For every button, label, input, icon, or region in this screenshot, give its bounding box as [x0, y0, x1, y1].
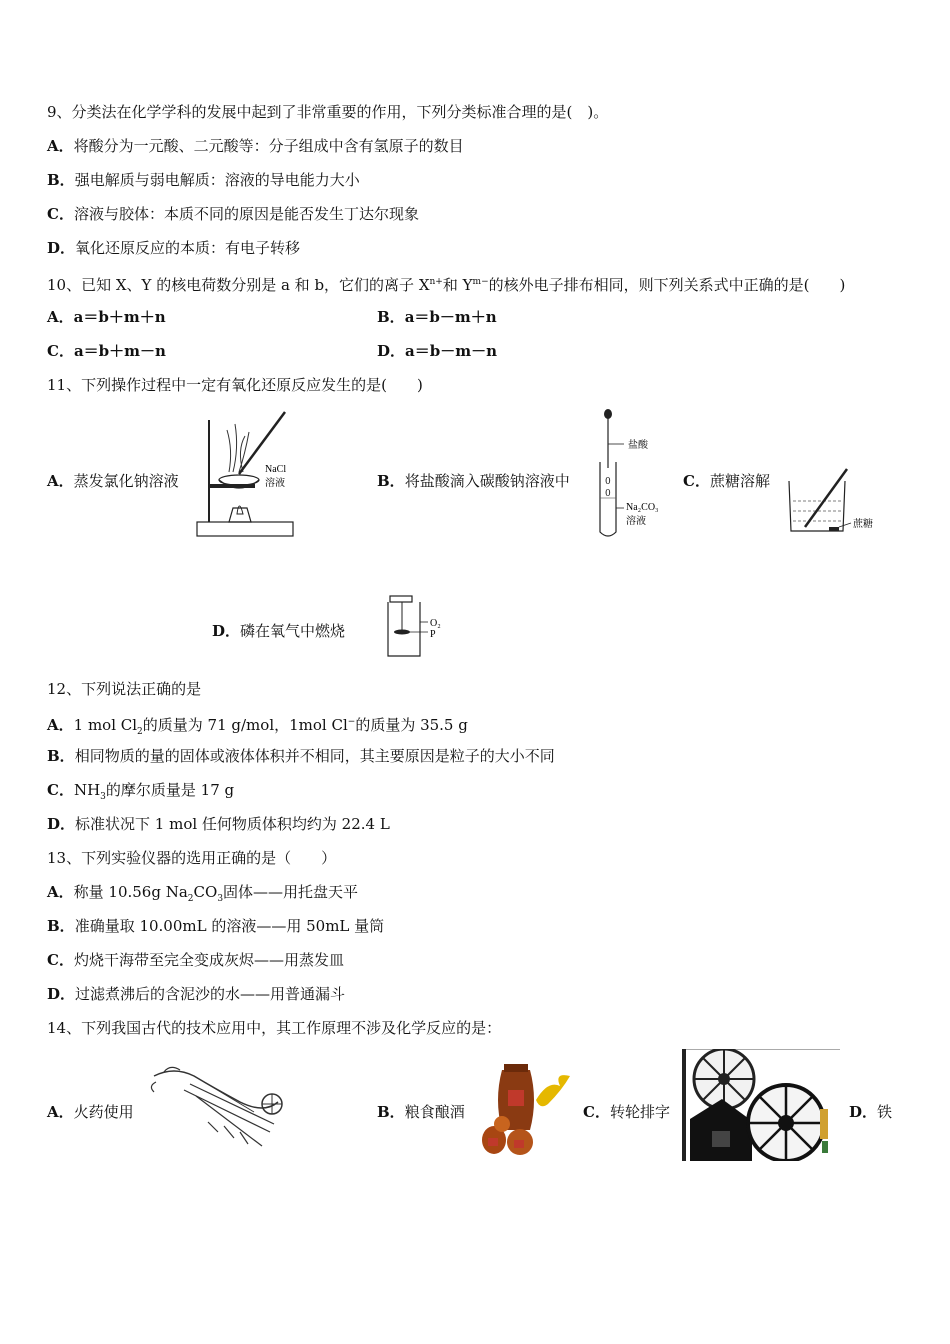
- svg-text:0: 0: [605, 489, 611, 499]
- q14-stem: 14、下列我国古代的技术应用中，其工作原理不涉及化学反应的是：: [47, 1019, 502, 1037]
- q10-charge: n+: [429, 277, 443, 287]
- rotary-type-wheel-figure: [682, 1049, 840, 1161]
- option-text: 铁: [877, 1103, 893, 1121]
- fig-label-o2: O₂: [430, 618, 441, 629]
- q9-stem: 9、分类法在化学学科的发展中起到了非常重要的作用，下列分类标准合理的是( )。: [47, 103, 609, 121]
- option-label: D．: [212, 622, 241, 640]
- q10-option-d: [377, 341, 497, 361]
- q11-option-d: [212, 621, 345, 641]
- q12-option-c: [47, 780, 234, 807]
- svg-text:0: 0: [605, 477, 611, 487]
- option-label: A．: [47, 472, 74, 490]
- q10-charge: m−: [472, 277, 489, 287]
- option-label: C．: [47, 951, 74, 969]
- option-label: D．: [47, 985, 76, 1003]
- q9-option-c: [47, 204, 419, 224]
- q14-option-a: [47, 1102, 134, 1122]
- option-text: 溶液与胶体：本质不同的原因是能否发生丁达尔现象: [73, 205, 419, 223]
- gas-bottle-figure: [380, 592, 446, 660]
- option-text: 准确量取 10.00mL 的溶液——用 50mL 量筒: [74, 917, 385, 935]
- option-text: 称量 10.56g Na: [73, 883, 188, 901]
- option-text: CO: [193, 883, 218, 901]
- gunpowder-rocket-figure: [144, 1062, 290, 1152]
- q11-option-a: [47, 471, 179, 491]
- option-label: C．: [47, 781, 74, 799]
- option-text: 蒸发氯化钠溶液: [73, 472, 179, 490]
- test-tube-figure: [596, 408, 676, 540]
- q11-option-c: [683, 471, 770, 491]
- option-label: D．: [47, 239, 76, 257]
- q13-option-c: [47, 950, 344, 970]
- option-text: 转轮排字: [609, 1103, 670, 1121]
- option-label: C．: [47, 342, 74, 360]
- option-text: a＝b－m－n: [405, 342, 498, 360]
- fig-label-hcl: 盐酸: [628, 440, 648, 451]
- evaporation-apparatus-figure: [193, 410, 305, 540]
- option-label: C．: [583, 1103, 610, 1121]
- q10-stem: [47, 272, 845, 295]
- option-text: a＝b－m＋n: [404, 308, 497, 326]
- option-label: B．: [377, 308, 405, 326]
- fig-label-na2co3: Na₂CO₃: [626, 502, 659, 513]
- option-text: 磷在氧气中燃烧: [240, 622, 346, 640]
- option-label: D．: [849, 1103, 878, 1121]
- option-text: 的质量为 71 g/mol，1mol Cl: [142, 716, 348, 734]
- option-text: 标准状况下 1 mol 任何物质体积均约为 22.4 L: [75, 815, 390, 833]
- q11-stem: 11、下列操作过程中一定有氧化还原反应发生的是( ): [47, 376, 423, 394]
- option-label: B．: [377, 1103, 405, 1121]
- option-text: 蔗糖溶解: [709, 472, 770, 490]
- q12-option-a: [47, 712, 468, 742]
- option-label: A．: [47, 883, 74, 901]
- q10-option-c: [47, 341, 166, 361]
- superscript: −: [347, 717, 356, 727]
- q14-option-c: [583, 1102, 670, 1122]
- q12-option-d: [47, 814, 390, 834]
- option-label: A．: [47, 1103, 74, 1121]
- subscript: 2: [187, 894, 194, 904]
- option-label: B．: [47, 171, 75, 189]
- q13-option-b: [47, 916, 384, 936]
- wine-jars-figure: [478, 1060, 574, 1156]
- fig-label-p: P: [430, 629, 436, 640]
- q12-option-b: [47, 746, 555, 766]
- q11-option-b: [377, 471, 570, 491]
- option-text: 强电解质与弱电解质：溶液的导电能力大小: [74, 171, 360, 189]
- option-text: 固体——用托盘天平: [223, 883, 359, 901]
- option-label: A．: [47, 716, 74, 734]
- option-text: 火药使用: [73, 1103, 134, 1121]
- fig-label-sucrose: 蔗糖: [853, 519, 873, 530]
- option-text: 的质量为 35.5 g: [355, 716, 468, 734]
- option-label: A．: [47, 308, 74, 326]
- q13-option-d: [47, 984, 345, 1004]
- q10-option-a: [47, 307, 166, 327]
- option-text: a＝b＋m＋n: [73, 308, 166, 326]
- fig-label-solution: 溶液: [265, 478, 285, 489]
- option-text: NH: [73, 781, 101, 799]
- option-label: A．: [47, 137, 74, 155]
- q14-option-b: [377, 1102, 465, 1122]
- q10-stem-part: 和 Y: [442, 276, 473, 294]
- option-text: 相同物质的量的固体或液体体积并不相同，其主要原因是粒子的大小不同: [74, 747, 555, 765]
- option-text: 将盐酸滴入碳酸钠溶液中: [404, 472, 570, 490]
- q10-stem-part: 10、已知 X、Y 的核电荷数分别是 a 和 b，它们的离子 X: [47, 276, 430, 294]
- option-text: 的摩尔质量是 17 g: [105, 781, 235, 799]
- q14-option-d: [849, 1102, 892, 1122]
- option-label: C．: [47, 205, 74, 223]
- option-text: a＝b＋m－n: [73, 342, 166, 360]
- subscript: 3: [100, 792, 106, 802]
- fig-label-solution: 溶液: [626, 516, 646, 527]
- option-text: 将酸分为一元酸、二元酸等：分子组成中含有氢原子的数目: [73, 137, 464, 155]
- subscript: 3: [217, 894, 224, 904]
- option-text: 1 mol Cl: [73, 716, 138, 734]
- q13-option-a: [47, 882, 358, 909]
- beaker-figure: [783, 465, 887, 537]
- subscript: 2: [137, 727, 143, 737]
- q9-option-a: [47, 136, 464, 156]
- option-text: 灼烧干海带至完全变成灰烬——用蒸发皿: [73, 951, 344, 969]
- q9-option-d: [47, 238, 300, 258]
- option-text: 粮食酿酒: [404, 1103, 465, 1121]
- q9-option-b: [47, 170, 360, 190]
- option-text: 氧化还原反应的本质：有电子转移: [75, 239, 301, 257]
- option-label: B．: [47, 917, 75, 935]
- option-label: B．: [377, 472, 405, 490]
- q10-option-b: [377, 307, 497, 327]
- q13-stem: 13、下列实验仪器的选用正确的是（ ）: [47, 849, 337, 867]
- option-label: C．: [683, 472, 710, 490]
- q12-stem: 12、下列说法正确的是: [47, 680, 202, 698]
- fig-label-nacl: NaCl: [265, 464, 287, 475]
- q10-stem-part: 的核外电子排布相同，则下列关系式中正确的是( ): [488, 276, 846, 294]
- option-text: 过滤煮沸后的含泥沙的水——用普通漏斗: [75, 985, 346, 1003]
- option-label: D．: [377, 342, 406, 360]
- option-label: D．: [47, 815, 76, 833]
- option-label: B．: [47, 747, 75, 765]
